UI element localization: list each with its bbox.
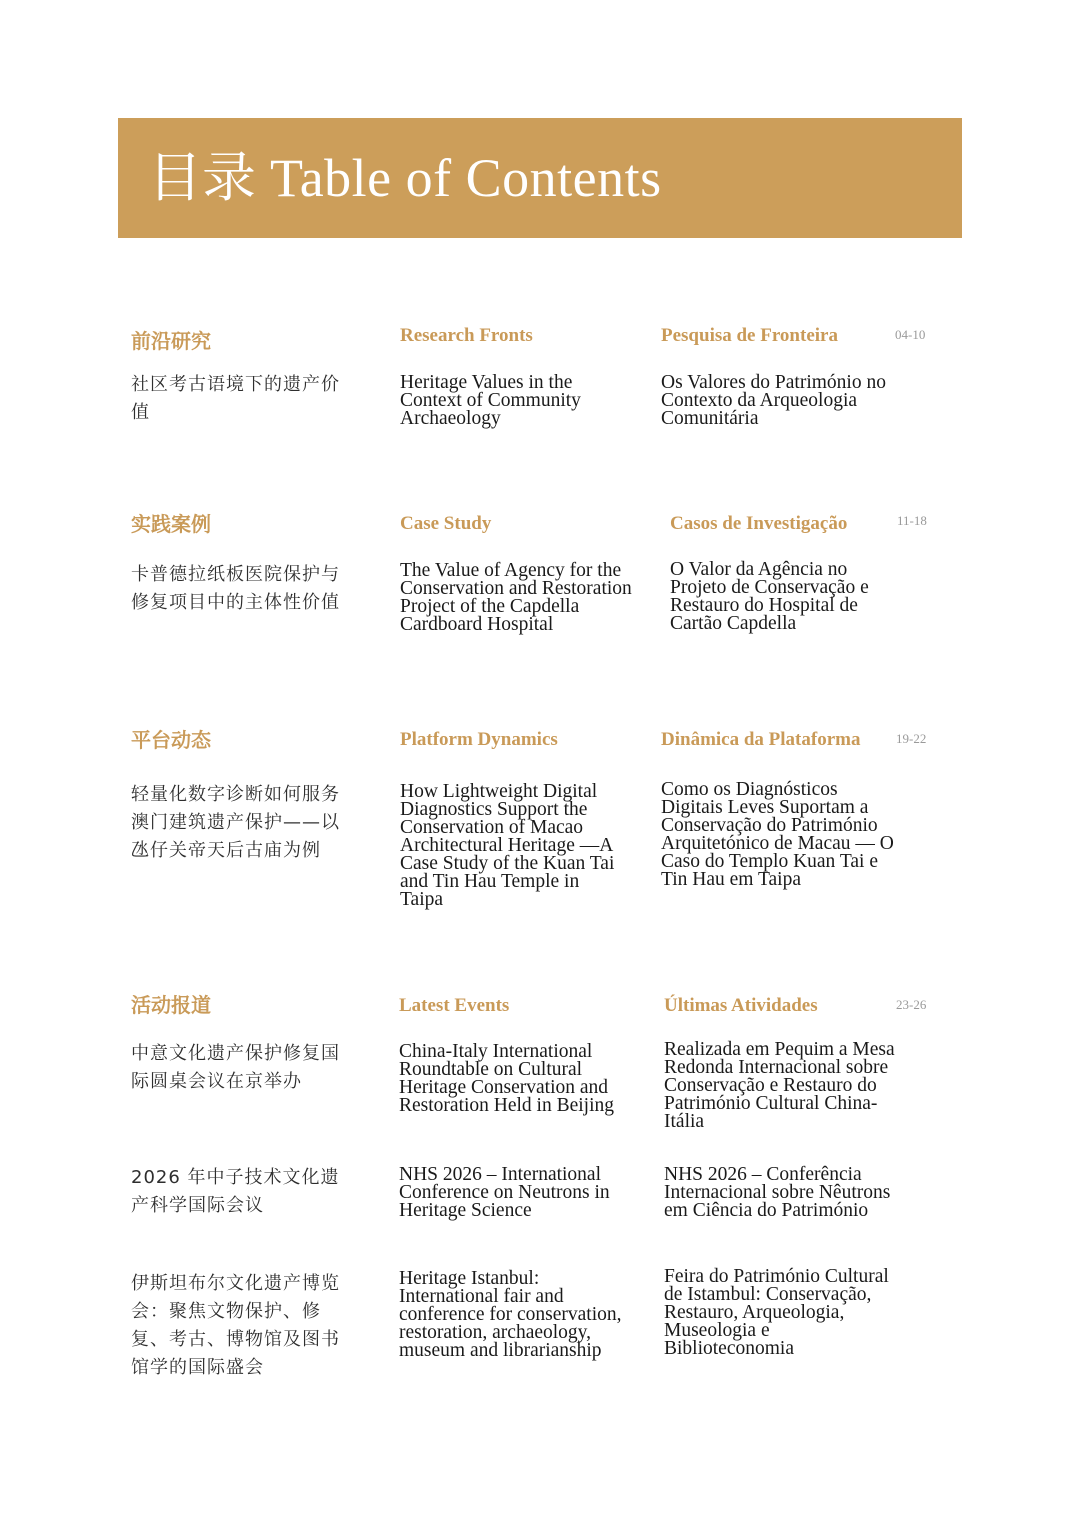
page-title-en: Table of Contents bbox=[270, 148, 662, 208]
toc-entry-zh[interactable]: 中意文化遗产保护修复国际圆桌会议在京举办 bbox=[131, 1043, 340, 1092]
toc-entry-zh[interactable]: 轻量化数字诊断如何服务澳门建筑遗产保护——以氹仔关帝天后古庙为例 bbox=[131, 784, 340, 861]
page-range: 11-18 bbox=[897, 513, 927, 528]
toc-entry-pt[interactable]: O Valor da Agência no Projeto de Conservação e Restauro do Hospital de Cartão Capdella bbox=[670, 559, 869, 634]
toc-entry-pt[interactable]: NHS 2026 – Conferência Internacional sobre Nêutrons em Ciência do Património bbox=[664, 1164, 891, 1221]
toc-entry-en[interactable]: Heritage Istanbul: International fair and conference for conservation, restoration, archaeology, museum and librarianship bbox=[399, 1268, 622, 1361]
section-heading-pt[interactable]: Pesquisa de Fronteira bbox=[661, 325, 838, 346]
section-heading-pt[interactable]: Casos de Investigação bbox=[670, 513, 848, 534]
toc-entry-pt[interactable]: Realizada em Pequim a Mesa Redonda Internacional sobre Conservação e Restauro do Património Cultural China-Itália bbox=[664, 1039, 895, 1132]
section-heading-zh[interactable]: 前沿研究 bbox=[131, 329, 211, 353]
toc-entry-zh[interactable]: 2026 年中子技术文化遗产科学国际会议 bbox=[131, 1167, 340, 1216]
toc-entry-pt[interactable]: Os Valores do Património no Contexto da Arqueologia Comunitária bbox=[661, 372, 886, 429]
toc-entry-en[interactable]: Heritage Values in the Context of Community Archaeology bbox=[400, 372, 581, 429]
toc-entry-zh[interactable]: 社区考古语境下的遗产价值 bbox=[131, 374, 340, 423]
section-heading-zh[interactable]: 实践案例 bbox=[131, 512, 211, 536]
toc-entry-zh[interactable]: 卡普德拉纸板医院保护与修复项目中的主体性价值 bbox=[131, 564, 340, 613]
page-range: 23-26 bbox=[896, 997, 927, 1012]
section-heading-zh[interactable]: 活动报道 bbox=[131, 993, 211, 1017]
toc-entry-zh[interactable]: 伊斯坦布尔文化遗产博览会：聚焦文物保护、修复、考古、博物馆及图书馆学的国际盛会 bbox=[131, 1273, 340, 1378]
toc-entry-pt[interactable]: Como os Diagnósticos Digitais Leves Suportam a Conservação do Património Arquitetónico de Macau — O Caso do Templo Kuan Tai e Tin Hau em Taipa bbox=[661, 779, 894, 890]
section-heading-en[interactable]: Research Fronts bbox=[400, 325, 533, 346]
page-title-zh: 目录 bbox=[148, 146, 256, 209]
title-banner bbox=[118, 118, 962, 238]
toc-entry-en[interactable]: How Lightweight Digital Diagnostics Support the Conservation of Macao Architectural Heritage —A Case Study of the Kuan Tai and Tin Hau Temple in Taipa bbox=[400, 781, 615, 910]
section-heading-pt[interactable]: Últimas Atividades bbox=[664, 995, 818, 1016]
section-heading-zh[interactable]: 平台动态 bbox=[131, 728, 211, 752]
toc-entry-en[interactable]: China-Italy International Roundtable on Cultural Heritage Conservation and Restoration Held in Beijing bbox=[399, 1041, 615, 1116]
page-range: 04-10 bbox=[895, 327, 926, 342]
toc-entry-en[interactable]: NHS 2026 – International Conference on Neutrons in Heritage Science bbox=[399, 1164, 610, 1221]
section-heading-en[interactable]: Latest Events bbox=[399, 995, 510, 1016]
toc-entry-pt[interactable]: Feira do Património Cultural de Istambul: Conservação, Restauro, Arqueologia, Museologia e Biblioteconomia bbox=[664, 1266, 889, 1359]
page-range: 19-22 bbox=[896, 731, 927, 746]
section-heading-pt[interactable]: Dinâmica da Plataforma bbox=[661, 729, 861, 750]
section-heading-en[interactable]: Case Study bbox=[400, 513, 492, 534]
page-title bbox=[148, 144, 662, 213]
section-heading-en[interactable]: Platform Dynamics bbox=[400, 729, 558, 750]
toc-entry-en[interactable]: The Value of Agency for the Conservation and Restoration Project of the Capdella Cardboard Hospital bbox=[400, 560, 632, 635]
